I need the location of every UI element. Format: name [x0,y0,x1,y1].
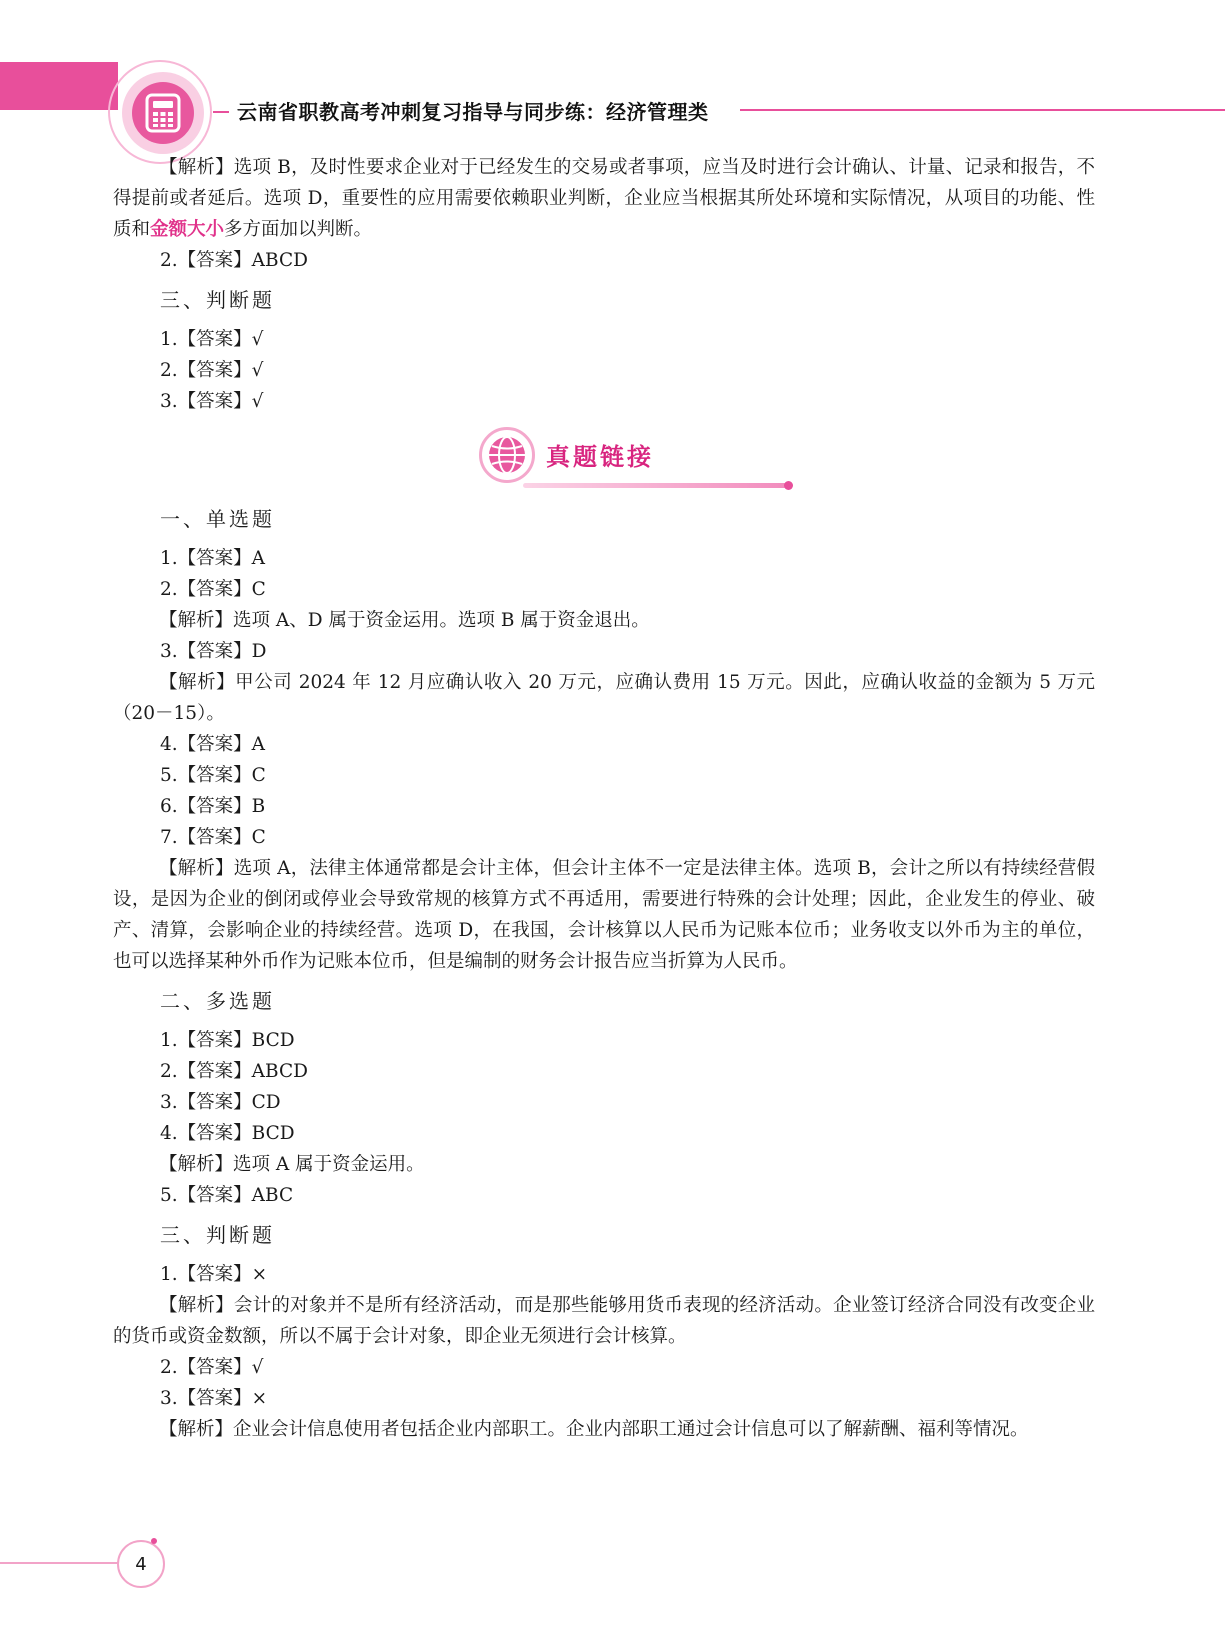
section-banner [113,421,1095,495]
answer-line: 3.【答案】D [160,641,267,662]
analysis-paragraph: 【解析】企业会计信息使用者包括企业内部职工。企业内部职工通过会计信息可以了解薪酬、福利等情况。 [159,1419,1029,1440]
page-content [113,152,1095,1445]
answer-line: 1.【答案】BCD [160,1030,295,1051]
banner-underline [523,483,789,488]
single-choice-answers [113,543,1095,977]
analysis-paragraph: 【解析】选项 B，及时性要求企业对于已经发生的交易或者事项，应当及时进行会计确认、计量、记录和报告，不得提前或者延后。选项 D，重要性的应用需要依赖职业判断，企业应当根据其所处环境和实际情况，从项目的功能、性质和金额大小多方面加以判断。 [113,157,1095,240]
answer-line: 2.【答案】C [160,579,266,600]
answer-line: 3.【答案】√ [160,391,264,412]
answer-line: 1.【答案】√ [160,329,264,350]
header-rule [740,109,1225,111]
header-accent-bar [0,62,118,110]
answer-line: 2.【答案】ABCD [160,1061,308,1082]
analysis-paragraph: 【解析】会计的对象并不是所有经济活动，而是那些能够用货币表现的经济活动。企业签订经济合同没有改变企业的货币或资金数额，所以不属于会计对象，即企业无须进行会计核算。 [113,1295,1095,1347]
answer-line: 2.【答案】√ [160,1357,264,1378]
section-heading: 三、判断题 [160,1223,275,1247]
section-heading: 一、单选题 [160,507,275,531]
judgement-answers [113,1259,1095,1445]
calculator-icon [145,93,181,133]
banner-title: 真题链接 [546,443,654,471]
header-divider-tick [213,111,229,113]
section-heading: 三、判断题 [160,288,275,312]
multi-choice-answers [113,1025,1095,1211]
answer-line: 5.【答案】ABC [160,1185,294,1206]
answer-line: 2.【答案】√ [160,360,264,381]
analysis-paragraph: 【解析】选项 A 属于资金运用。 [159,1154,425,1175]
analysis-paragraph: 【解析】甲公司 2024 年 12 月应确认收入 20 万元，应确认费用 15 万元。因此，应确认收益的金额为 5 万元（20－15）。 [113,672,1095,724]
banner-dot [784,481,793,490]
footer-rule [0,1562,118,1564]
answer-line: 6.【答案】B [160,796,266,817]
globe-icon [486,434,528,476]
answer-line: 7.【答案】C [160,827,266,848]
book-title: 云南省职教高考冲刺复习指导与同步练：经济管理类 [237,100,709,124]
answer-line: 4.【答案】BCD [160,1123,295,1144]
answer-line: 2.【答案】ABCD [160,250,308,271]
analysis-paragraph: 【解析】选项 A，法律主体通常都是会计主体，但会计主体不一定是法律主体。选项 B，会计之所以有持续经营假设，是因为企业的倒闭或停业会导致常规的核算方式不再适用，需要进行特殊的会计处理；因此，企业发生的停业、破产、清算，会影响企业的持续经营。选项 D，在我国，会计核算以人民币为记账本位币；业务收支以外币为主的单位，也可以选择某种外币作为记账本位币，但是编制的财务会计报告应当折算为人民币。 [113,858,1095,972]
answer-line: 5.【答案】C [160,765,266,786]
answer-line: 3.【答案】CD [160,1092,281,1113]
answer-line: 1.【答案】× [160,1264,268,1285]
answer-line: 1.【答案】A [160,548,266,569]
header-badge [122,72,204,154]
footer-dot [151,1538,157,1544]
analysis-paragraph: 【解析】选项 A、D 属于资金运用。选项 B 属于资金退出。 [159,610,650,631]
answer-line: 3.【答案】× [160,1388,268,1409]
answer-line: 4.【答案】A [160,734,266,755]
section-heading: 二、多选题 [160,989,275,1013]
highlight-text: 金额大小 [150,219,225,240]
page-number: 4 [117,1540,165,1588]
